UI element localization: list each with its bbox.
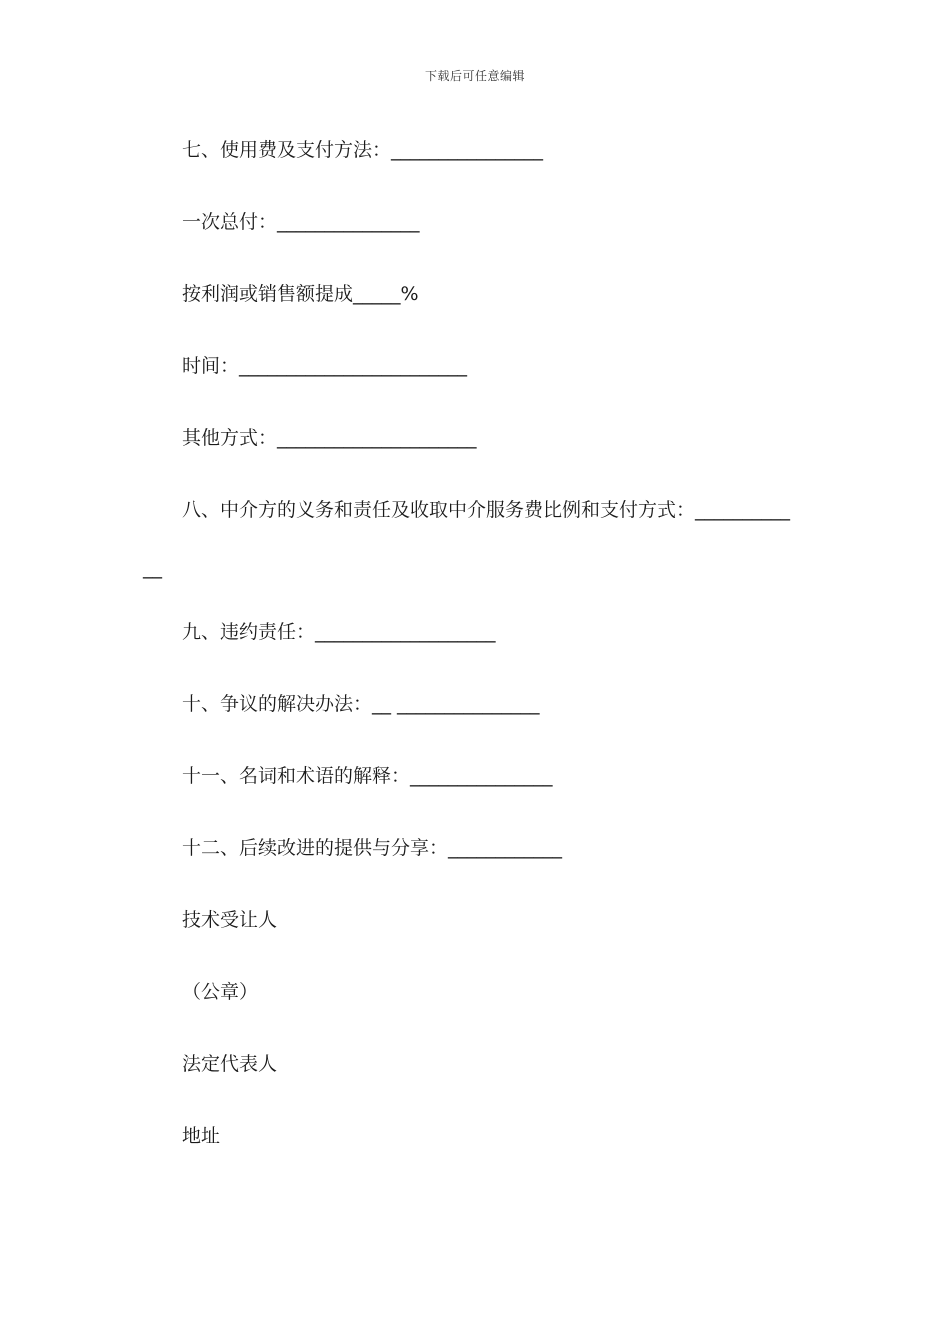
legal-representative-label: 法定代表人 — [182, 1053, 278, 1075]
address-label: 地址 — [182, 1125, 221, 1147]
licensee-label: 技术受让人 — [182, 909, 278, 931]
lump-sum-payment: 一次总付：_______________ — [182, 211, 420, 233]
other-payment-method: 其他方式：_____________________ — [182, 427, 477, 449]
official-seal-label: （公章） — [182, 981, 259, 1003]
clause-11-terms: 十一、名词和术语的解释：_______________ — [182, 765, 553, 787]
page-header: 下载后可任意编辑 — [424, 69, 525, 83]
clause-10-dispute: 十、争议的解决办法：__ _______________ — [182, 693, 540, 715]
clause-8-intermediary: 八、中介方的义务和责任及收取中介服务费比例和支付方式：__________ — [182, 499, 791, 521]
clause-12-improvements: 十二、后续改进的提供与分享：____________ — [182, 837, 563, 859]
payment-time: 时间：________________________ — [182, 355, 468, 377]
royalty-percentage: 按利润或销售额提成_____% — [182, 283, 419, 305]
clause-7-payment-method: 七、使用费及支付方法：________________ — [182, 139, 544, 161]
clause-9-liability: 九、违约责任：___________________ — [182, 621, 496, 643]
clause-8-continuation: __ — [143, 557, 162, 579]
